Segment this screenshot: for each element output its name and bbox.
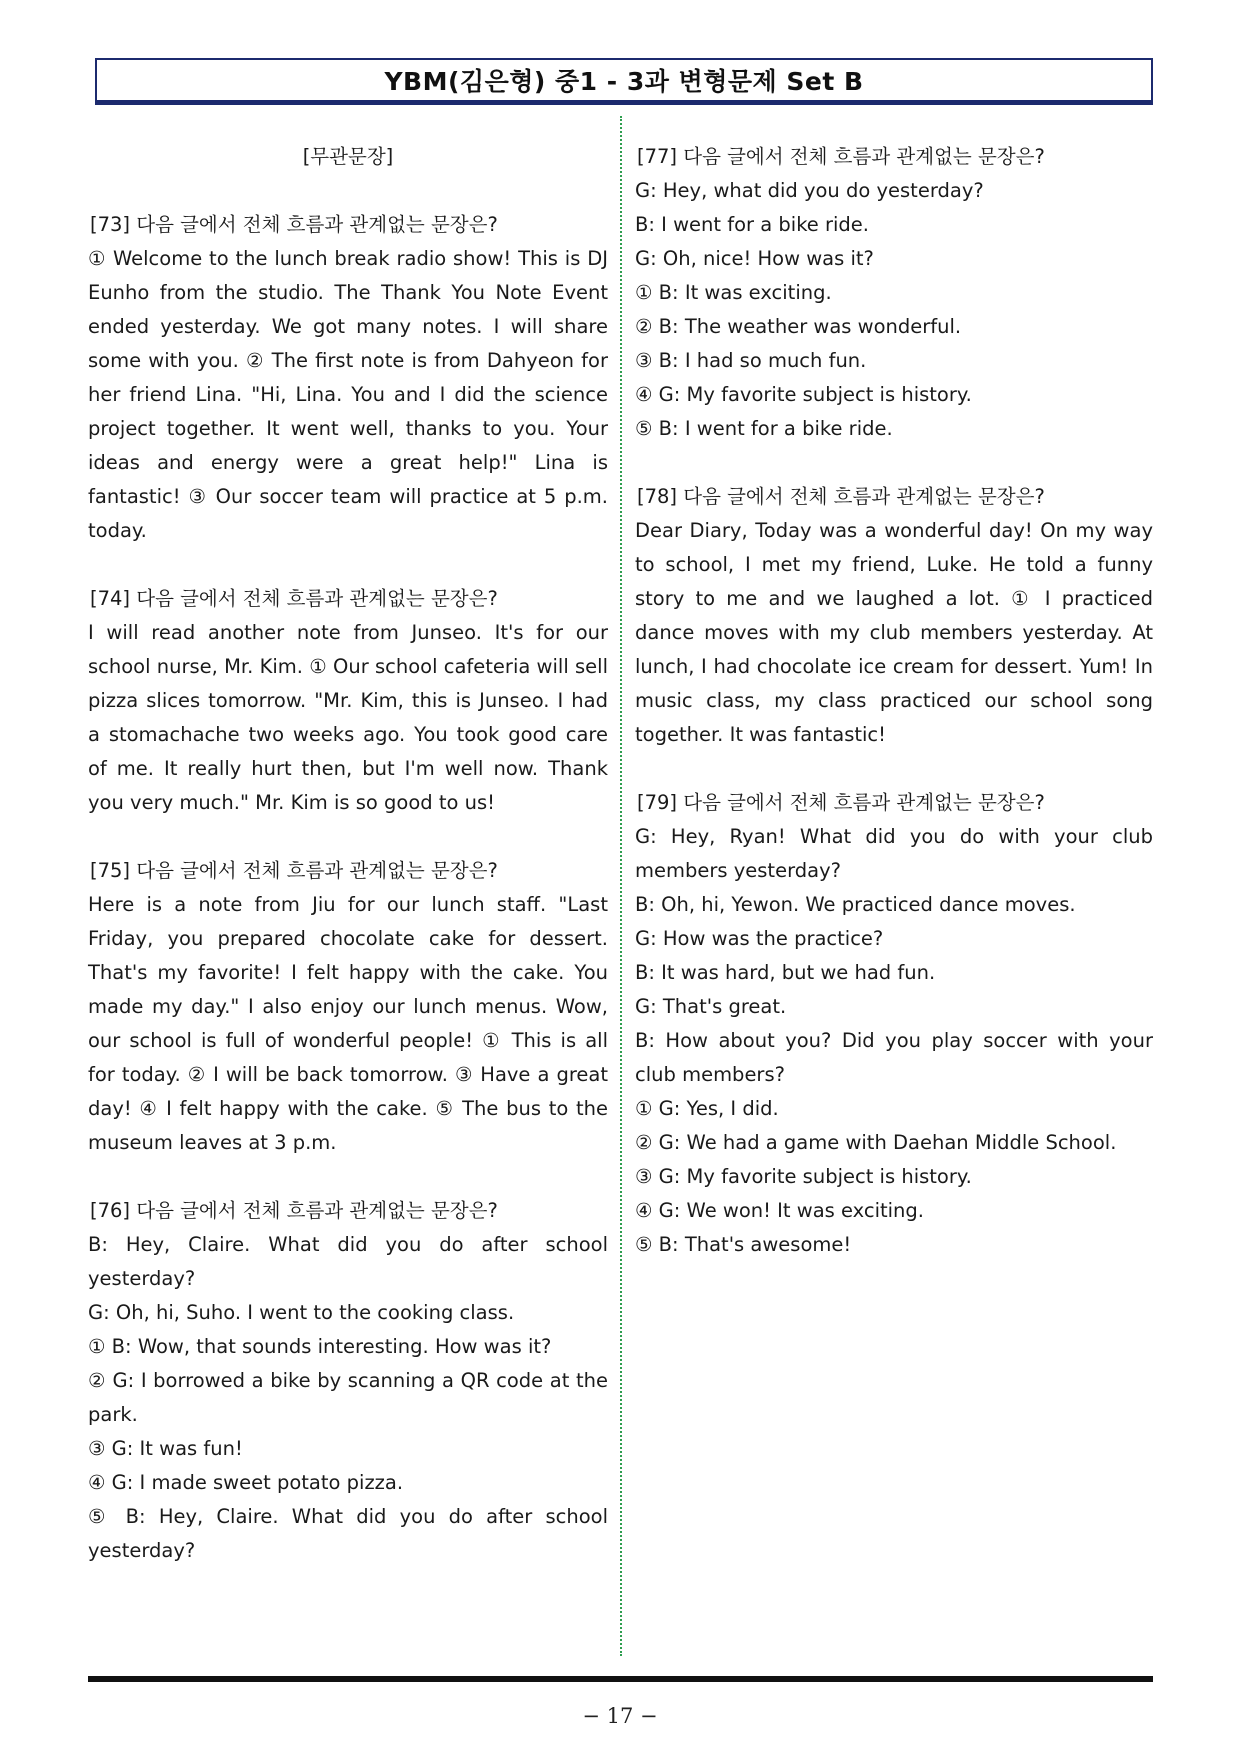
dialogue-line: G: That's great. [635, 995, 787, 1018]
question-title: [74] 다음 글에서 전체 흐름과 관계없는 문장은? [90, 587, 498, 610]
dialogue-line: ② B: The weather was wonderful. [635, 315, 962, 338]
dialogue-line: ② G: We had a game with Daehan Middle School. [635, 1131, 1117, 1154]
question-74 [88, 582, 608, 820]
dialogue-line: ④ G: My favorite subject is history. [635, 383, 972, 406]
question-79 [635, 786, 1153, 1262]
dialogue-line: ④ G: I made sweet potato pizza. [88, 1471, 404, 1494]
dialogue-line: G: How was the practice? [635, 927, 884, 950]
question-76 [88, 1194, 608, 1568]
question-73 [88, 208, 608, 548]
question-body: Here is a note from Jiu for our lunch staff. "Last Friday, you prepared chocolate cake for dessert. That's my favorite! I felt happy with the cake. You made my day." I also enjoy our lunch menus. Wow, our school is full of wonderful people! ① This is all for today. ② I will be back tomorrow. ③ Have a great day! ④ I felt happy with the cake. ⑤ The bus to the museum leaves at 3 p.m. [88, 893, 608, 1154]
question-body: ① Welcome to the lunch break radio show! This is DJ Eunho from the studio. The Thank You Note Event ended yesterday. We got many notes. I will share some with you. ② The first note is from Dahyeon for her friend Lina. "Hi, Lina. You and I did the science project together. It went well, thanks to you. Your ideas and energy were a great help!" Lina is fantastic! ③ Our soccer team will practice at 5 p.m. today. [88, 247, 608, 542]
dialogue-line: G: Oh, nice! How was it? [635, 247, 874, 270]
dialogue-line: B: I went for a bike ride. [635, 213, 869, 236]
dialogue-line: B: Oh, hi, Yewon. We practiced dance moves. [635, 893, 1076, 916]
page-title: YBM(김은형) 중1 - 3과 변형문제 Set B [384, 67, 864, 96]
dialogue-line: ① B: Wow, that sounds interesting. How was it? [88, 1335, 552, 1358]
right-column [635, 140, 1153, 1262]
dialogue-line: ④ G: We won! It was exciting. [635, 1199, 924, 1222]
dialogue-line: B: How about you? Did you play soccer with your club members? [635, 1029, 1153, 1086]
dialogue-line: ⑤ B: Hey, Claire. What did you do after school yesterday? [88, 1505, 608, 1562]
dialogue-line: ⑤ B: I went for a bike ride. [635, 417, 893, 440]
dialogue-line: G: Hey, what did you do yesterday? [635, 179, 984, 202]
dialogue-line: ① B: It was exciting. [635, 281, 832, 304]
question-body: Dear Diary, Today was a wonderful day! On my way to school, I met my friend, Luke. He told a funny story to me and we laughed a lot. ① I practiced dance moves with my club members yesterday. At lunch, I had chocolate ice cream for dessert. Yum! In music class, my class practiced our school song together. It was fantastic! [635, 519, 1153, 746]
page-header [95, 58, 1153, 102]
dialogue-line: B: Hey, Claire. What did you do after school yesterday? [88, 1233, 608, 1290]
question-title: [75] 다음 글에서 전체 흐름과 관계없는 문장은? [90, 859, 498, 882]
question-75 [88, 854, 608, 1160]
question-77 [635, 140, 1153, 446]
question-body: I will read another note from Junseo. It's for our school nurse, Mr. Kim. ① Our school cafeteria will sell pizza slices tomorrow. "Mr. Kim, this is Junseo. I had a stomachache two weeks ago. You took good care of me. It really hurt then, but I'm well now. Thank you very much." Mr. Kim is so good to us! [88, 621, 608, 814]
dialogue-line: ③ G: It was fun! [88, 1437, 243, 1460]
question-title: [73] 다음 글에서 전체 흐름과 관계없는 문장은? [90, 213, 498, 236]
footer-rule [88, 1676, 1153, 1682]
left-column [88, 140, 608, 1568]
dialogue-line: ⑤ B: That's awesome! [635, 1233, 852, 1256]
section-label: [무관문장] [302, 145, 394, 168]
page-number: − 17 − [582, 1704, 658, 1728]
dialogue-line: G: Hey, Ryan! What did you do with your club members yesterday? [635, 825, 1153, 882]
dialogue-line: ③ G: My favorite subject is history. [635, 1165, 972, 1188]
dialogue-line: B: It was hard, but we had fun. [635, 961, 936, 984]
question-title: [78] 다음 글에서 전체 흐름과 관계없는 문장은? [637, 485, 1045, 508]
dialogue-line: ① G: Yes, I did. [635, 1097, 779, 1120]
dialogue-line: G: Oh, hi, Suho. I went to the cooking class. [88, 1301, 515, 1324]
question-title: [76] 다음 글에서 전체 흐름과 관계없는 문장은? [90, 1199, 498, 1222]
dialogue-line: ③ B: I had so much fun. [635, 349, 867, 372]
column-divider [620, 116, 622, 1656]
question-title: [77] 다음 글에서 전체 흐름과 관계없는 문장은? [637, 145, 1045, 168]
question-title: [79] 다음 글에서 전체 흐름과 관계없는 문장은? [637, 791, 1045, 814]
question-78 [635, 480, 1153, 752]
dialogue-line: ② G: I borrowed a bike by scanning a QR code at the park. [88, 1369, 608, 1426]
